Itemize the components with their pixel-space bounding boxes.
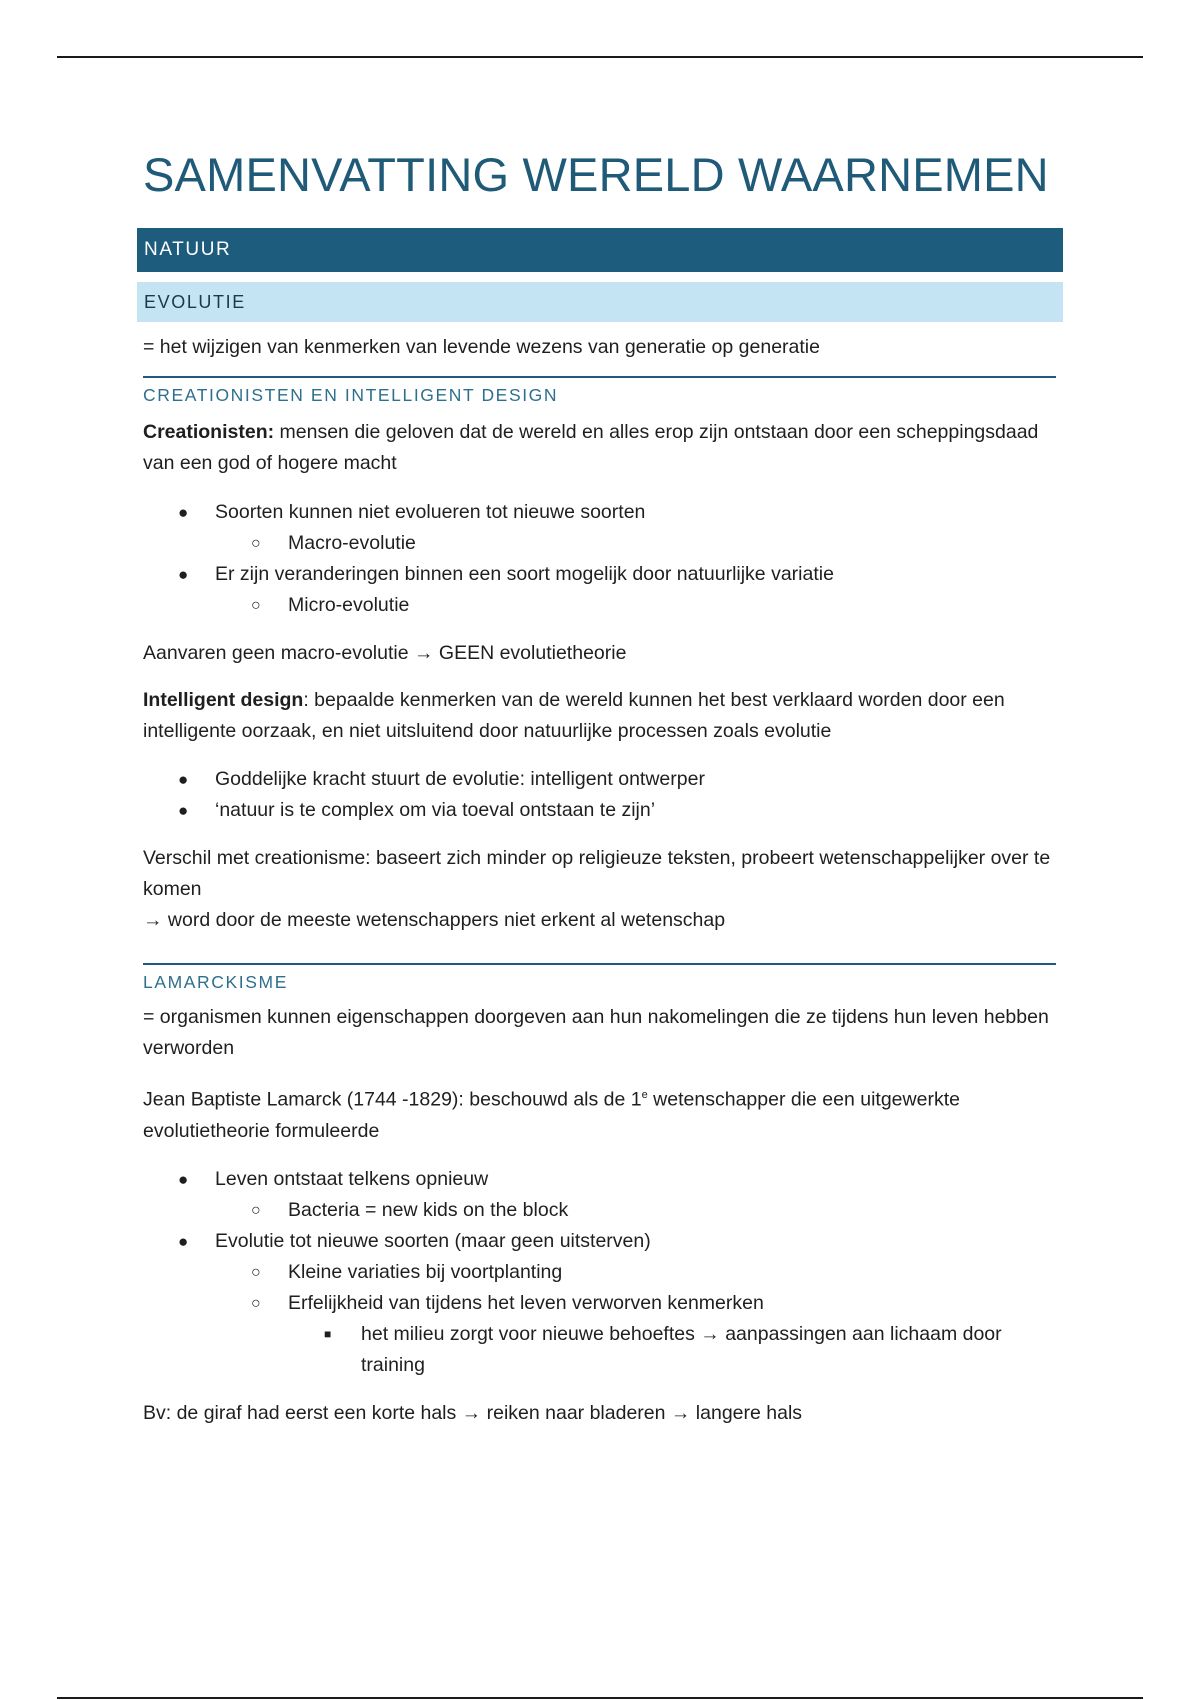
- intelligent-design-list: [143, 764, 1061, 826]
- aanvaren-line: Aanvaren geen macro-evolutie → GEEN evolutietheorie: [143, 642, 627, 664]
- circle-bullet-icon: ○: [251, 1263, 261, 1281]
- evolutie-definition: = het wijzigen van kenmerken van levende wezens van generatie op generatie: [143, 336, 820, 358]
- erkend-line: → word door de meeste wetenschappers niet erkent al wetenschap: [143, 909, 726, 931]
- list-item: ○ Bacteria = new kids on the block: [143, 1195, 1061, 1226]
- bullet-icon: ●: [178, 1169, 189, 1189]
- creationisten-term: Creationisten:: [143, 421, 275, 443]
- footer-rule: [57, 1697, 1143, 1699]
- bullet-icon: ●: [178, 503, 189, 522]
- intelligent-design-term: Intelligent design: [143, 689, 304, 711]
- list-item: ● Er zijn veranderingen binnen een soort mogelijk door natuurlijke variatie: [143, 559, 1061, 590]
- intelligent-design-paragraph: [143, 685, 1061, 747]
- list-item: ○ Micro-evolutie: [143, 590, 1061, 621]
- creationisten-paragraph: [143, 417, 1061, 479]
- heading-creationisten: CREATIONISTEN EN INTELLIGENT DESIGN: [143, 385, 559, 405]
- intelligent-design-text: : bepaalde kenmerken van de wereld kunnen het best verklaard worden door een intelligente oorzaak, en niet uitsluitend door natuurlijke processen zoals evolutie: [143, 689, 1005, 742]
- verschil-paragraph: Verschil met creationisme: baseert zich minder op religieuze teksten, probeert wetenschappelijker over te komen: [143, 847, 1051, 900]
- creationisten-list: [143, 497, 1061, 621]
- bullet-icon: ●: [178, 565, 189, 584]
- list-item: ○ Macro-evolutie: [143, 528, 1061, 559]
- list-item: ● ‘natuur is te complex om via toeval ontstaan te zijn’: [143, 795, 1061, 826]
- section-banner-natuur: NATUUR: [137, 228, 1063, 272]
- section-rule-creationisten: [143, 376, 1056, 378]
- bullet-icon: ●: [178, 801, 189, 820]
- list-item: ● Soorten kunnen niet evolueren tot nieuwe soorten: [143, 497, 1061, 528]
- list-item: ○ Erfelijkheid van tijdens het leven verworven kenmerken: [143, 1288, 1061, 1319]
- document-body: [143, 140, 1061, 1429]
- giraf-example: Bv: de giraf had eerst een korte hals → reiken naar bladeren → langere hals: [143, 1401, 803, 1424]
- list-item: ● Leven ontstaat telkens opnieuw: [143, 1164, 1061, 1195]
- circle-bullet-icon: ○: [251, 535, 261, 552]
- circle-bullet-icon: ○: [251, 1201, 261, 1219]
- bullet-icon: ●: [178, 770, 189, 789]
- subsection-banner-evolutie: EVOLUTIE: [137, 282, 1063, 322]
- bullet-icon: ●: [178, 1231, 189, 1251]
- list-item: ○ Kleine variaties bij voortplanting: [143, 1257, 1061, 1288]
- lamarck-paragraph: Jean Baptiste Lamarck (1744 -1829): beschouwd als de 1e wetenschapper die een uitgewerkte evolutietheorie formuleerde: [143, 1088, 960, 1142]
- header-rule: [57, 56, 1143, 58]
- list-item: ■ het milieu zorgt voor nieuwe behoeftes → aanpassingen aan lichaam door training: [143, 1319, 1061, 1381]
- lamarckisme-definition: = organismen kunnen eigenschappen doorgeven aan hun nakomelingen die ze tijdens hun leven hebben verworden: [143, 1006, 1049, 1059]
- page-title: SAMENVATTING WERELD WAARNEMEN: [143, 148, 1049, 201]
- list-item: ● Goddelijke kracht stuurt de evolutie: intelligent ontwerper: [143, 764, 1061, 795]
- creationisten-text: mensen die geloven dat de wereld en alles erop zijn ontstaan door een scheppingsdaad van een god of hogere macht: [143, 421, 1039, 474]
- section-rule-lamarckisme: [143, 963, 1056, 965]
- list-item: ● Evolutie tot nieuwe soorten (maar geen uitsterven): [143, 1226, 1061, 1257]
- circle-bullet-icon: ○: [251, 597, 261, 614]
- circle-bullet-icon: ○: [251, 1294, 261, 1312]
- heading-lamarckisme: LAMARCKISME: [143, 972, 288, 992]
- square-bullet-icon: ■: [324, 1326, 332, 1341]
- lamarckisme-list: [143, 1164, 1061, 1381]
